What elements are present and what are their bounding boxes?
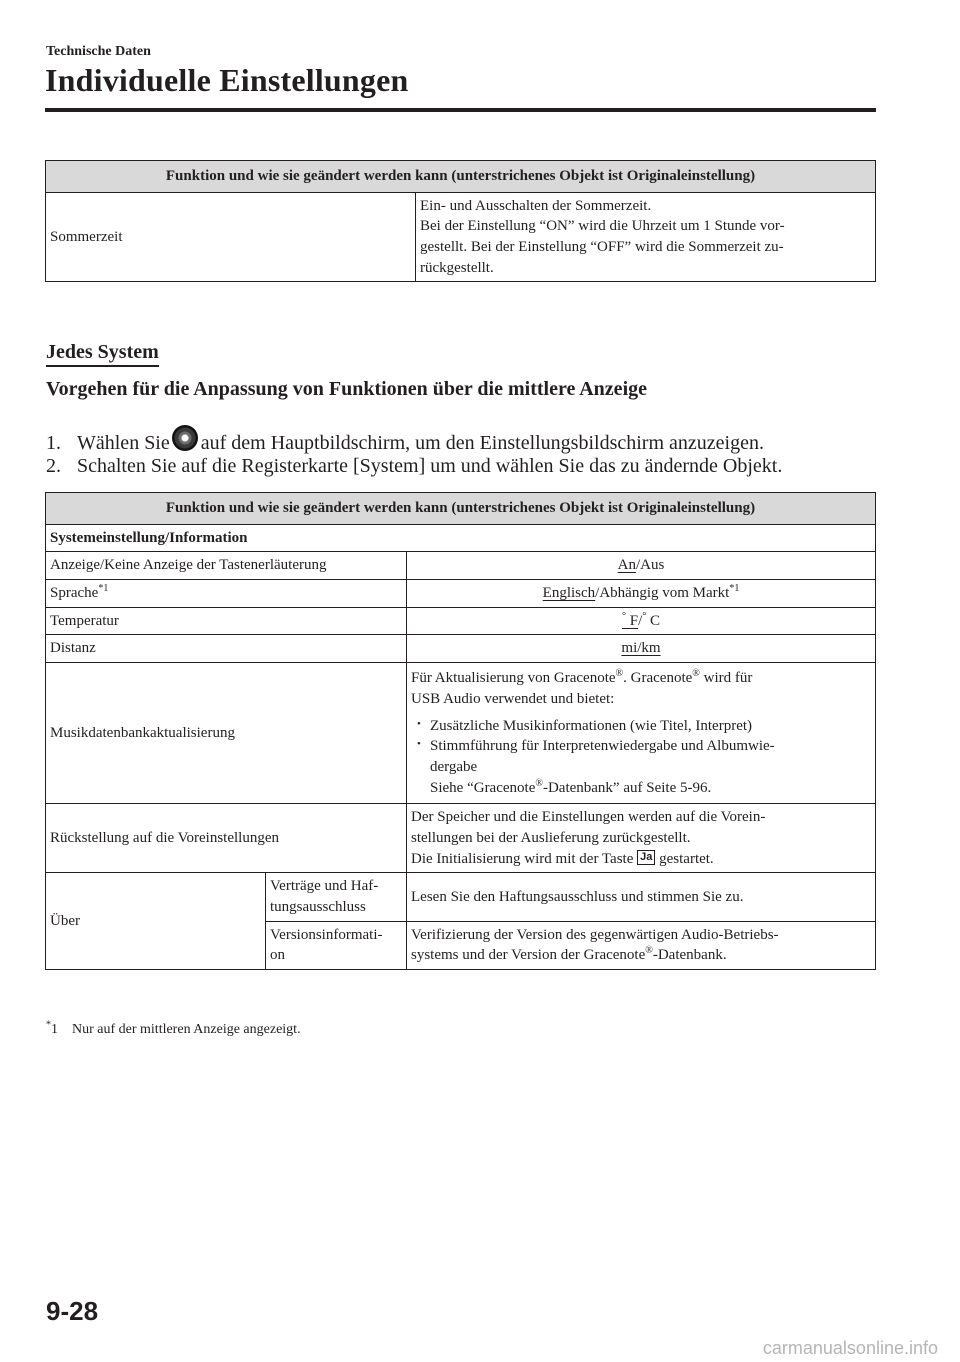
table-row bbox=[46, 663, 876, 804]
row-label-sprache bbox=[46, 580, 407, 608]
unit-c: C bbox=[650, 612, 661, 629]
title-rule bbox=[45, 108, 876, 112]
step-1 bbox=[46, 425, 764, 455]
table-row bbox=[46, 804, 876, 873]
footnote-ref: *1 bbox=[729, 583, 740, 595]
table-row bbox=[46, 192, 876, 282]
row-value-distanz bbox=[407, 635, 876, 663]
table-row bbox=[46, 552, 876, 580]
description-line: stellungen bei der Auslieferung zurückgestellt. bbox=[411, 829, 691, 846]
footnote-mark: * bbox=[46, 1019, 51, 1031]
degree-sign: ° bbox=[642, 610, 647, 622]
page-number: 9-28 bbox=[46, 1296, 99, 1326]
heading-procedure: Vorgehen für die Anpassung von Funktionen über die mittlere Anzeige bbox=[46, 378, 647, 400]
row-label-temperatur: Temperatur bbox=[46, 607, 407, 635]
table-group-row bbox=[46, 524, 876, 552]
system-settings-table bbox=[45, 492, 876, 970]
watermark: carmanualsonline.info bbox=[762, 1338, 938, 1358]
description-line: Der Speicher und die Einstellungen werden auf die Vorein- bbox=[411, 809, 766, 826]
unit-f: F bbox=[629, 612, 639, 629]
default-value bbox=[621, 610, 639, 629]
label-text: Sprache bbox=[50, 585, 99, 602]
row-value-sprache bbox=[407, 580, 876, 608]
reference-line: Siehe “Gracenote®-Datenbank” auf Seite 5-96. bbox=[430, 777, 712, 796]
row-description-sommerzeit bbox=[416, 192, 876, 282]
description-line: Für Aktualisierung von Gracenote®. Gracenote® wird für bbox=[411, 668, 753, 687]
step-text-before-icon: Wählen Sie bbox=[77, 432, 170, 454]
default-value: mi/km bbox=[621, 640, 661, 657]
step-number: 2. bbox=[46, 455, 61, 477]
section-label: Technische Daten bbox=[46, 44, 151, 59]
list-item: • Stimmführung für Interpretenwiedergabe und Albumwie- dergabe bbox=[430, 736, 871, 777]
row-value-tastenerlaeuterung bbox=[407, 552, 876, 580]
sommerzeit-table bbox=[45, 160, 876, 282]
row-label-distanz: Distanz bbox=[46, 635, 407, 663]
separator: / bbox=[595, 585, 600, 602]
description-line: gestellt. Bei der Einstellung “OFF” wird die Sommerzeit zu- bbox=[420, 239, 784, 256]
row-label-reset: Rückstellung auf die Voreinstellungen bbox=[46, 804, 407, 873]
description-line: Bei der Einstellung “ON” wird die Uhrzeit um 1 Stunde vor- bbox=[420, 218, 785, 235]
table-row bbox=[46, 873, 876, 921]
page-title: Individuelle Einstellungen bbox=[45, 62, 409, 98]
group-label: Systemeinstellung/Information bbox=[46, 524, 876, 552]
row-value-temperatur bbox=[407, 607, 876, 635]
footnote bbox=[46, 1019, 301, 1038]
separator: / bbox=[638, 612, 643, 629]
table-header-row bbox=[46, 493, 876, 525]
table-header: Funktion und wie sie geändert werden kann (unterstrichenes Objekt ist Originaleinstellung) bbox=[46, 161, 876, 193]
bullet-list bbox=[411, 716, 871, 778]
description-line: USB Audio verwendet und bietet: bbox=[411, 690, 615, 707]
footnote-number: 1 bbox=[51, 1022, 58, 1037]
list-item: • Zusätzliche Musikinformationen (wie Titel, Interpret) bbox=[430, 716, 871, 737]
step-2 bbox=[46, 455, 782, 478]
table-row bbox=[46, 607, 876, 635]
heading-jedes-system: Jedes System bbox=[46, 341, 159, 367]
row-label-ueber: Über bbox=[46, 873, 266, 970]
description-line: Ein- und Ausschalten der Sommerzeit. bbox=[420, 197, 652, 214]
description-line: Die Initialisierung wird mit der Taste Ja gestartet. bbox=[411, 850, 714, 867]
subrow-label-vertraege: Verträge und Haf- tungsausschluss bbox=[266, 873, 407, 921]
table-header: Funktion und wie sie geändert werden kann (unterstrichenes Objekt ist Originaleinstellung) bbox=[46, 493, 876, 525]
footnote-ref: *1 bbox=[98, 583, 109, 595]
step-number: 1. bbox=[46, 432, 61, 454]
ja-key-icon: Ja bbox=[637, 850, 655, 865]
step-text-after-icon: auf dem Hauptbildschirm, um den Einstellungsbildschirm anzuzeigen. bbox=[200, 432, 764, 454]
settings-gear-icon bbox=[172, 425, 198, 451]
row-description-musik bbox=[407, 663, 876, 804]
row-description-reset bbox=[407, 804, 876, 873]
default-value: An bbox=[617, 557, 636, 574]
step-text: Schalten Sie auf die Registerkarte [System] um und wählen Sie das zu ändernde Objekt. bbox=[77, 455, 783, 477]
subrow-description-vertraege: Lesen Sie den Haftungsausschluss und stimmen Sie zu. bbox=[407, 873, 876, 921]
row-label-sommerzeit: Sommerzeit bbox=[46, 192, 416, 282]
subrow-description-version: Verifizierung der Version des gegenwärtigen Audio-Betriebs- systems und der Version der Gracenote®-Datenbank. bbox=[407, 921, 876, 969]
table-row bbox=[46, 635, 876, 663]
subrow-label-version: Versionsinformati- on bbox=[266, 921, 407, 969]
table-row bbox=[46, 580, 876, 608]
option-value: Aus bbox=[640, 557, 665, 574]
row-label-musik: Musikdatenbankaktualisierung bbox=[46, 663, 407, 804]
footnote-text: Nur auf der mittleren Anzeige angezeigt. bbox=[72, 1022, 301, 1037]
degree-sign: ° bbox=[621, 610, 626, 622]
table-header-row bbox=[46, 161, 876, 193]
description-line: rückgestellt. bbox=[420, 259, 494, 276]
default-value: Englisch bbox=[542, 585, 596, 602]
option-value: Abhängig vom Markt bbox=[599, 585, 730, 602]
separator: / bbox=[636, 557, 641, 574]
row-label-tastenerlaeuterung: Anzeige/Keine Anzeige der Tastenerläuterung bbox=[46, 552, 407, 580]
